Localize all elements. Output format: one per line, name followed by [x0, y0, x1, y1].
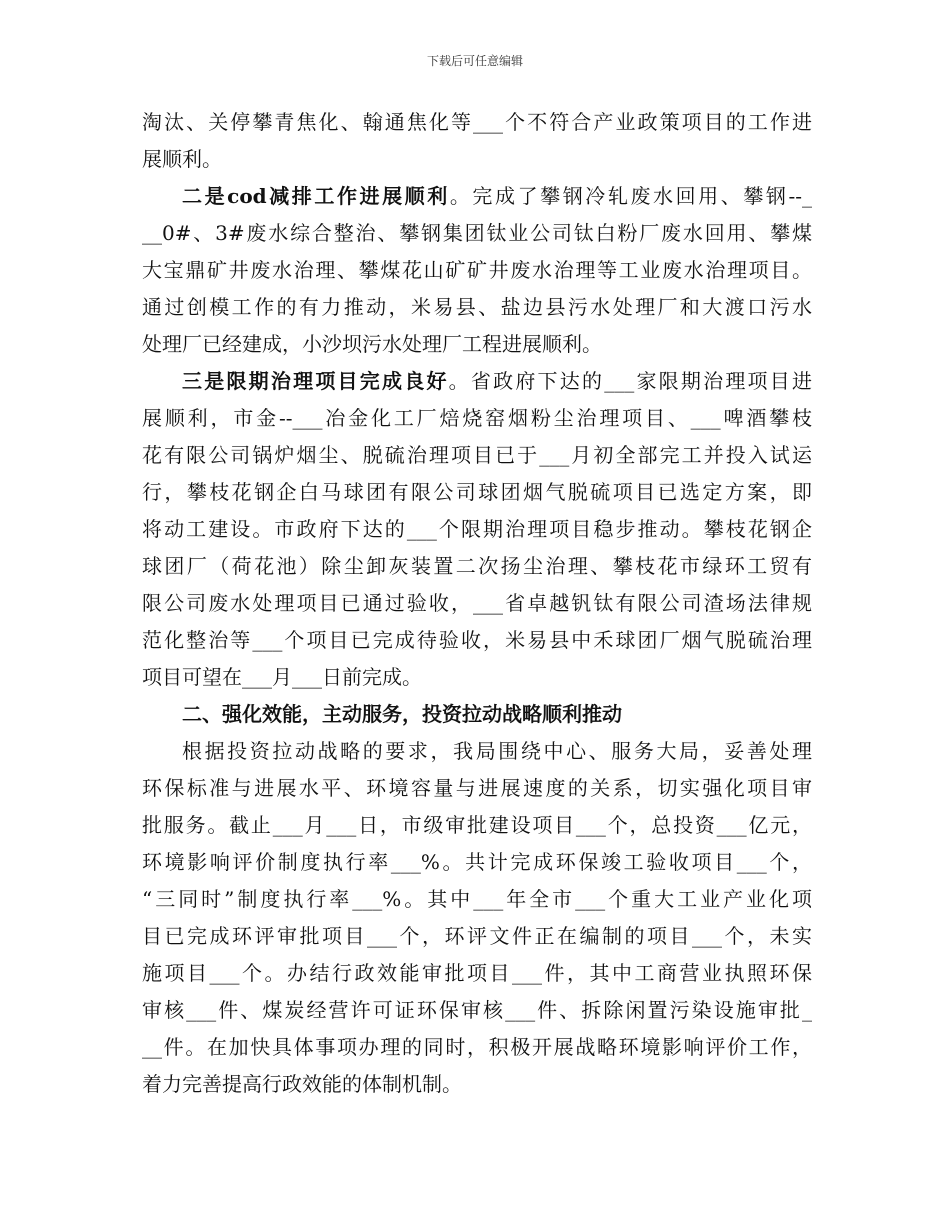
text-line — [142, 178, 812, 215]
text-run: 项目可望在___月___日前完成。 — [142, 665, 422, 689]
text-line — [142, 326, 812, 363]
text-line — [142, 252, 812, 289]
text-run: “三同时”制度执行率___%。其中___年全市___个重大工业产业化项 — [142, 887, 812, 911]
text-run: 花有限公司锅炉烟尘、脱硫治理项目已于___月初全部完工并投入试运 — [142, 443, 812, 467]
text-line — [142, 474, 812, 511]
text-run: 环境影响评价制度执行率___%。共计完成环保竣工验收项目___个， — [142, 850, 812, 874]
document-body — [142, 104, 812, 1103]
text-line — [142, 289, 812, 326]
text-run: 批服务。截止___月___日，市级审批建设项目___个，总投资___亿元， — [142, 813, 812, 837]
text-line — [142, 215, 812, 252]
text-run: 施项目___个。办结行政效能审批项目___件，其中工商营业执照环保 — [142, 961, 812, 985]
text-line — [142, 1029, 812, 1066]
text-line — [142, 881, 812, 918]
text-line — [142, 622, 812, 659]
text-run: 根据投资拉动战略的要求，我局围绕中心、服务大局，妥善处理 — [182, 739, 812, 763]
text-line — [142, 733, 812, 770]
text-run: 球团厂（荷花池）除尘卸灰装置二次扬尘治理、攀枝花市绿环工贸有 — [142, 554, 812, 578]
bold-run: 二是cod减排工作进展顺利 — [182, 184, 450, 208]
text-line — [142, 585, 812, 622]
text-run: 展顺利。 — [142, 147, 222, 171]
text-line — [142, 437, 812, 474]
text-run: 淘汰、关停攀青焦化、翰通焦化等___个不符合产业政策项目的工作进 — [142, 110, 812, 134]
text-run: 范化整治等___个项目已完成待验收，米易县中禾球团厂烟气脱硫治理 — [142, 628, 812, 652]
text-run: 大宝鼎矿井废水治理、攀煤花山矿矿井废水治理等工业废水治理项目。 — [142, 258, 812, 282]
text-run: 环保标准与进展水平、环境容量与进展速度的关系，切实强化项目审 — [142, 776, 812, 800]
text-line — [142, 400, 812, 437]
text-line — [142, 511, 812, 548]
text-run: 。完成了攀钢冷轧废水回用、攀钢--_ — [449, 184, 812, 208]
text-run: 行，攀枝花钢企白马球团有限公司球团烟气脱硫项目已选定方案，即 — [142, 480, 812, 504]
text-run: 限公司废水处理项目已通过验收，___省卓越钒钛有限公司渣场法律规 — [142, 591, 812, 615]
text-line — [142, 844, 812, 881]
text-run: 将动工建设。市政府下达的___个限期治理项目稳步推动。攀枝花钢企 — [142, 517, 812, 541]
text-line — [142, 548, 812, 585]
text-line — [142, 104, 812, 141]
text-line — [142, 659, 812, 696]
text-run: 审核___件、煤炭经营许可证环保审核___件、拆除闲置污染设施审批_ — [142, 998, 812, 1022]
text-run: 通过创模工作的有力推动，米易县、盐边县污水处理厂和大渡口污水 — [142, 295, 812, 319]
bold-run: 二、强化效能，主动服务，投资拉动战略顺利推动 — [182, 702, 622, 726]
text-run: 展顺利，市金--___冶金化工厂焙烧窑烟粉尘治理项目、___啤酒攀枝 — [142, 406, 812, 430]
text-line — [142, 992, 812, 1029]
text-line — [142, 918, 812, 955]
text-line — [142, 770, 812, 807]
text-line — [142, 955, 812, 992]
text-run: __件。在加快具体事项办理的同时，积极开展战略环境影响评价工作， — [142, 1035, 812, 1059]
text-run: 处理厂已经建成，小沙坝污水处理厂工程进展顺利。 — [142, 332, 602, 356]
page-header: 下载后可任意编辑 — [426, 54, 523, 68]
text-run: 目已完成环评审批项目___个，环评文件正在编制的项目___个，未实 — [142, 924, 812, 948]
text-run: __0#、3#废水综合整治、攀钢集团钛业公司钛白粉厂废水回用、攀煤 — [142, 221, 812, 245]
bold-run: 三是限期治理项目完成良好 — [182, 369, 449, 393]
text-line — [142, 807, 812, 844]
text-line — [142, 1066, 812, 1103]
text-run: 。省政府下达的___家限期治理项目进 — [448, 369, 812, 393]
text-line — [142, 141, 812, 178]
text-line — [142, 696, 812, 733]
text-run: 着力完善提高行政效能的体制机制。 — [142, 1072, 462, 1096]
text-line — [142, 363, 812, 400]
